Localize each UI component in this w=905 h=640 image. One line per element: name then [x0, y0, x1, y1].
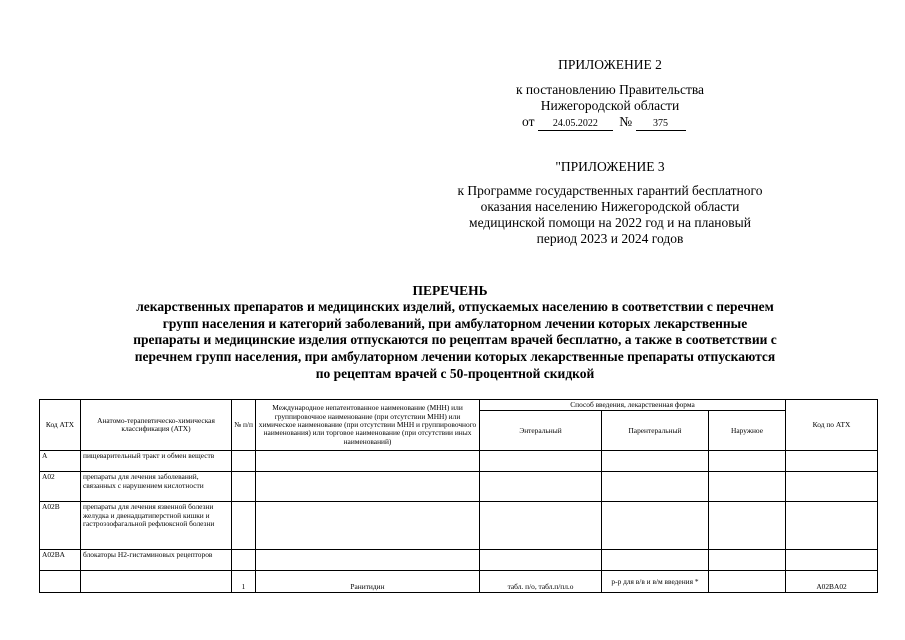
- row-inn: [256, 502, 480, 550]
- resolution-line-1: к постановлению Правительства: [515, 82, 705, 97]
- row-enteral: [480, 472, 602, 502]
- row-code2: [786, 502, 878, 550]
- document-title: ПЕРЕЧЕНЬ: [412, 283, 488, 298]
- row-code2: A02BA02: [786, 571, 878, 593]
- row-code: A02: [40, 472, 81, 502]
- header-route: Способ введения, лекарственная форма: [480, 400, 786, 411]
- row-atc: [81, 571, 232, 593]
- row-num: [232, 451, 256, 472]
- row-num: [232, 502, 256, 550]
- program-line-3: медицинской помощи на 2022 год и на плановый: [469, 215, 751, 230]
- row-parenteral: [602, 472, 709, 502]
- table-row: [40, 550, 878, 571]
- title-line-1: лекарственных препаратов и медицинских изделий, отпускаемых населению в соответствии с перечнем: [136, 299, 774, 314]
- title-line-2: групп населения и категорий заболеваний, при амбулаторном лечении которых лекарственные: [162, 316, 748, 331]
- table-row: [40, 571, 878, 593]
- drug-list-table: [39, 399, 878, 593]
- program-line-2: оказания населению Нижегородской области: [480, 199, 740, 214]
- header-parenteral: Парентеральный: [602, 411, 709, 451]
- title-line-3: препараты и медицинские изделия отпускаются по рецептам врачей бесплатно, а также в соответствии с: [133, 332, 777, 347]
- row-external: [709, 502, 786, 550]
- row-enteral: табл. п/о, табл.п/пл.о: [480, 571, 602, 593]
- table-row: [40, 472, 878, 502]
- appendix-2-heading: ПРИЛОЖЕНИЕ 2: [558, 57, 662, 72]
- program-line-1: к Программе государственных гарантий бесплатного: [457, 183, 763, 198]
- row-enteral: [480, 550, 602, 571]
- resolution-line-2: Нижегородской области: [540, 98, 680, 113]
- row-code: A: [40, 451, 81, 472]
- row-inn: [256, 451, 480, 472]
- header-code-atx: Код АТХ: [40, 400, 81, 451]
- row-atc: пищеварительный тракт и обмен веществ: [81, 451, 232, 472]
- date-number-line: [522, 114, 702, 131]
- row-code2: [786, 550, 878, 571]
- table-row: [40, 451, 878, 472]
- row-inn: Ранитидин: [256, 571, 480, 593]
- header-inn: Международное непатентованное наименование (МНН) или группировочное наименование (при отсутствии МНН) или химическое наименование (при отсутствии МНН и группировочного наименования) или торговое наименование (при отсутствии иных наименований): [256, 400, 480, 451]
- row-num: [232, 550, 256, 571]
- row-num: 1: [232, 571, 256, 593]
- row-external: [709, 472, 786, 502]
- row-atc: препараты для лечения заболеваний, связанных с нарушением кислотности: [81, 472, 232, 502]
- appendix-3-heading: "ПРИЛОЖЕНИЕ 3: [555, 159, 665, 174]
- row-code2: [786, 472, 878, 502]
- row-code2: [786, 451, 878, 472]
- row-atc: блокаторы H2-гистаминовых рецепторов: [81, 550, 232, 571]
- header-code-by-atx: Код по АТХ: [786, 400, 878, 451]
- row-code: A02B: [40, 502, 81, 550]
- resolution-number: 375: [636, 118, 686, 131]
- title-line-5: по рецептам врачей с 50-процентной скидкой: [315, 366, 595, 381]
- row-parenteral: [602, 550, 709, 571]
- row-external: [709, 451, 786, 472]
- row-parenteral: [602, 451, 709, 472]
- row-external: [709, 571, 786, 593]
- row-enteral: [480, 502, 602, 550]
- row-parenteral: р-р для в/в и в/м введения *: [602, 571, 709, 593]
- resolution-date: 24.05.2022: [538, 118, 613, 131]
- row-num: [232, 472, 256, 502]
- row-code: [40, 571, 81, 593]
- header-enteral: Энтеральный: [480, 411, 602, 451]
- title-line-4: перечнем групп населения, при амбулаторном лечении которых лекарственные препараты отпускаются: [134, 349, 776, 364]
- header-num: № п/п: [232, 400, 256, 451]
- row-code: A02BA: [40, 550, 81, 571]
- row-external: [709, 550, 786, 571]
- row-inn: [256, 550, 480, 571]
- from-label: от: [522, 114, 535, 129]
- row-atc: препараты для лечения язвенной болезни желудка и двенадцатиперстной кишки и гастроэзофагальной рефлюксной болезни: [81, 502, 232, 550]
- header-atc-class: Анатомо-терапевтическо-химическая классификация (АТХ): [81, 400, 232, 451]
- program-line-4: период 2023 и 2024 годов: [536, 231, 684, 246]
- header-external: Наружное: [709, 411, 786, 451]
- number-sign: №: [619, 114, 633, 129]
- row-parenteral: [602, 502, 709, 550]
- row-inn: [256, 472, 480, 502]
- row-enteral: [480, 451, 602, 472]
- table-row: [40, 502, 878, 550]
